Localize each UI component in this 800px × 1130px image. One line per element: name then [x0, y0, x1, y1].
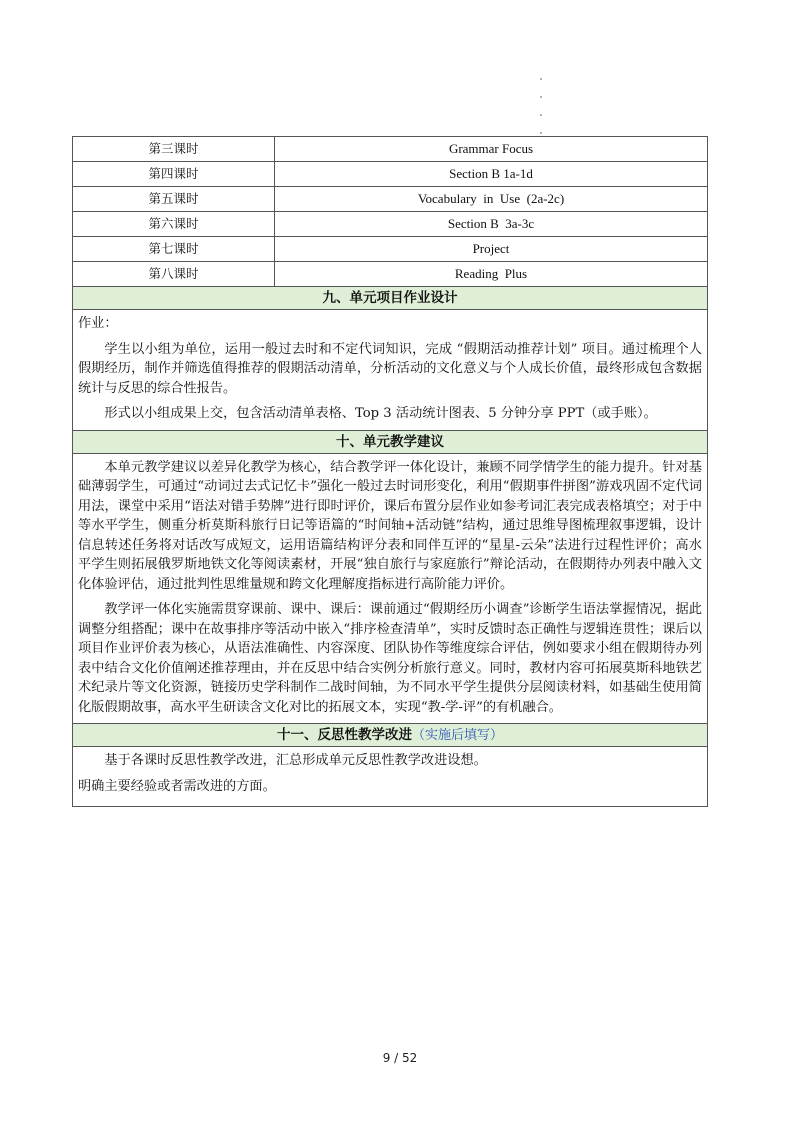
- homework-label: 作业：: [78, 316, 118, 331]
- lesson-cell: 第三课时: [73, 137, 275, 161]
- table-row: [73, 136, 707, 161]
- section-reflective-improvement: [73, 747, 707, 806]
- paragraph: 基于各课时反思性教学改进，汇总形成单元反思性教学改进设想。: [104, 753, 487, 768]
- page-number: 9 / 52: [382, 1051, 418, 1065]
- paragraph: 学生以小组为单位，运用一般过去时和不定代词知识，完成 “假期活动推荐计划” 项目。通过梳理个人假期经历，制作并筛选值得推荐的假期活动清单，分析活动的文化意义与个人成长价值，最终形成包含数据统计与反思的综合性报告。: [78, 341, 702, 396]
- section-title: 十一、反思性教学改进: [276, 727, 412, 743]
- content-cell: Section B 1a-1d: [449, 166, 533, 181]
- paragraph: 形式以小组成果上交，包含活动清单表格、Top 3 活动统计图表、5 分钟分享 PPT（或手账）。: [104, 406, 657, 421]
- table-row: [73, 161, 707, 186]
- table-row: [73, 186, 707, 211]
- content-cell: Project: [472, 241, 510, 256]
- paragraph: 本单元教学建议以差异化教学为核心，结合教学评一体化设计，兼顾不同学情学生的能力提升。针对基础薄弱学生，可通过“动词过去式记忆卡”强化一般过去时词形变化，利用“假期事件拼图”游戏巩固不定代词用法，课堂中采用“语法对错手势牌”进行即时评价，课后布置分层作业如参考词汇表完成表格填空；对于中等水平学生，侧重分析莫斯科旅行日记等语篇的“时间轴+活动链”结构，通过思维导图梳理叙事逻辑，设计信息转述任务将对话改写成短文，运用语篇结构评分表和同伴互评的“星星-云朵”法进行过程性评价；高水平学生则拓展俄罗斯地铁文化等阅读素材，开展“独自旅行与家庭旅行”辩论活动，在假期待办列表中融入文化体验评估，通过批判性思维量规和跨文化理解度指标进行高阶能力评价。: [78, 459, 702, 592]
- section-header-teaching-suggestions: 十、单元教学建议: [73, 430, 707, 454]
- content-cell: Vocabulary in Use (2a-2c): [417, 191, 565, 206]
- section-note: （实施后填写）: [411, 728, 503, 743]
- content-cell: Section B 3a-3c: [447, 216, 535, 231]
- table-row: [73, 211, 707, 236]
- section-project-homework: [73, 310, 707, 430]
- lesson-cell: 第四课时: [73, 162, 275, 186]
- table-row: [73, 236, 707, 261]
- lesson-cell: 第六课时: [73, 212, 275, 236]
- section-header-project-homework: 九、单元项目作业设计: [73, 286, 707, 310]
- lesson-cell: 第八课时: [73, 262, 275, 286]
- section-teaching-suggestions: [73, 454, 707, 724]
- section-header-reflective-improvement: [73, 723, 707, 747]
- content-cell: Reading Plus: [454, 266, 528, 281]
- lesson-cell: 第五课时: [73, 187, 275, 211]
- paragraph: 教学评一体化实施需贯穿课前、课中、课后：课前通过“假期经历小调查”诊断学生语法掌握情况，据此调整分组搭配；课中在故事排序等活动中嵌入“排序检查清单”，实时反馈时态正确性与逻辑连贯性；课后以项目作业评价表为核心，从语法准确性、内容深度、团队协作等维度综合评估，例如要求小组在假期待办列表中结合文化价值阐述推荐理由，并在反思中结合实例分析旅行意义。同时，教材内容可拓展莫斯科地铁艺术纪录片等文化资源，链接历史学科制作二战时间轴，为不同水平学生提供分层阅读材料，如基础生使用简化版假期故事，高水平生研读含文化对比的拓展文本，实现“教-学-评”的有机融合。: [78, 602, 702, 715]
- paragraph: 明确主要经验或者需改进的方面。: [78, 778, 276, 794]
- lesson-plan-table: [72, 136, 708, 807]
- content-cell: Grammar Focus: [448, 141, 534, 156]
- lesson-cell: 第七课时: [73, 237, 275, 261]
- table-row: [73, 261, 707, 286]
